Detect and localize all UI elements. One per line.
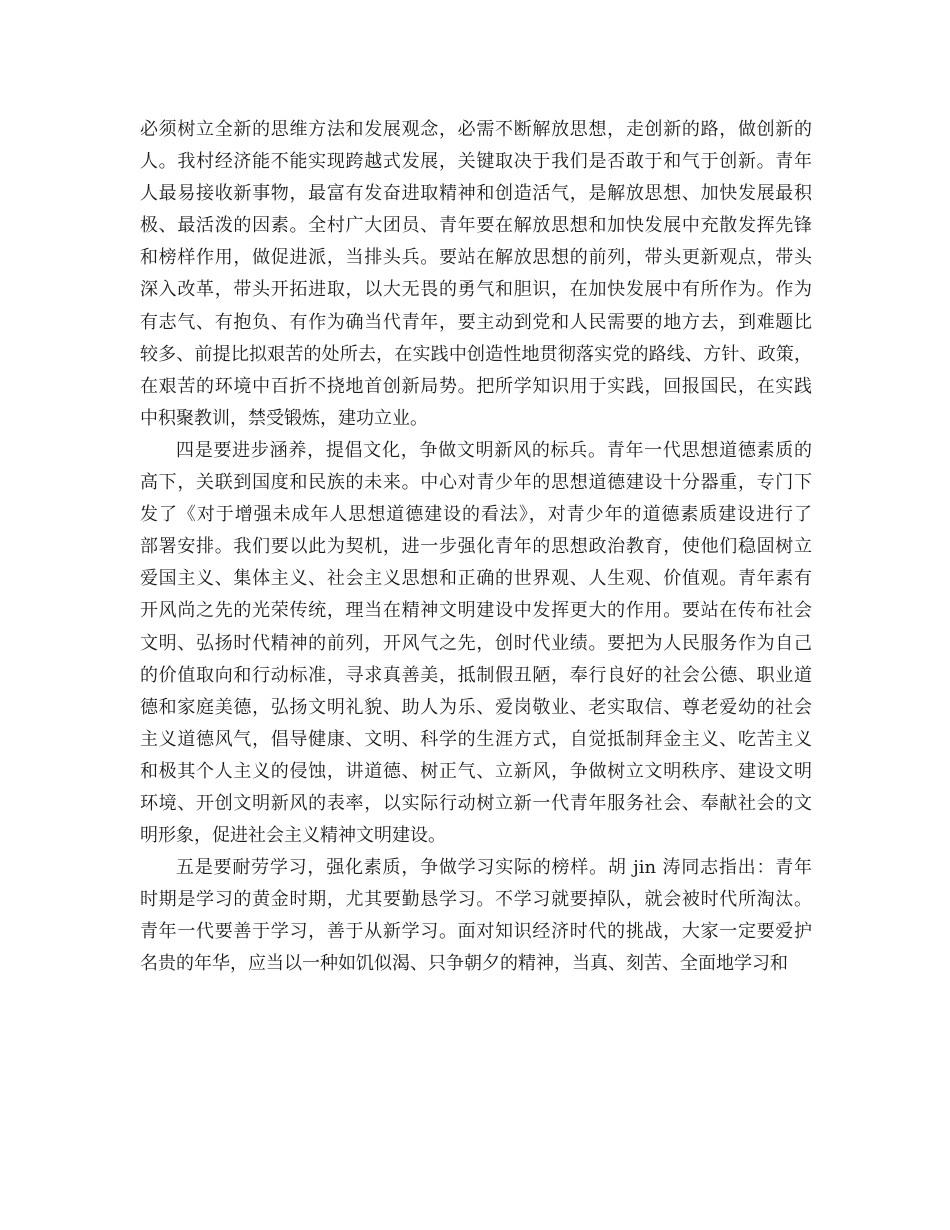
text-line: 在艰苦的环境中百折不挠地首创新局势。把所学知识用于实践，回报国民，在实践 [140, 375, 812, 397]
text-line: 时期是学习的黄金时期，尤其要勤恳学习。不学习就要掉队，就会被时代所淘汰。 [140, 889, 812, 911]
text-line: 发了《对于增强未成年人思想道德建设的看法》，对青少年的道德素质建设进行了 [140, 504, 812, 526]
paragraph [140, 435, 812, 852]
text-line: 的价值取向和行动标准，寻求真善美，抵制假丑陋，奉行良好的社会公德、职业道 [140, 664, 812, 686]
text-line: 和极其个人主义的侵蚀，讲道德、树正气、立新风，争做树立文明秩序、建设文明 [140, 760, 812, 782]
text-line: 中积聚教训，禁受锻炼，建功立业。 [140, 407, 428, 429]
text-line: 较多、前提比拟艰苦的处所去，在实践中创造性地贯彻落实党的路线、方针、政策， [140, 343, 812, 365]
text-line: 人最易接收新事物，最富有发奋进取精神和创造活气，是解放思想、加快发展最积 [140, 183, 812, 205]
text-line: 环境、开创文明新风的表率，以实际行动树立新一代青年服务社会、奉献社会的文 [140, 792, 812, 814]
text-line: 部署安排。我们要以此为契机，进一步强化青年的思想政治教育，使他们稳固树立 [140, 536, 812, 558]
text-line: 和榜样作用，做促进派，当排头兵。要站在解放思想的前列，带头更新观点，带头 [140, 247, 812, 269]
text-line: 德和家庭美德，弘扬文明礼貌、助人为乐、爱岗敬业、老实取信、尊老爱幼的社会 [140, 696, 812, 718]
text-line: 高下，关联到国度和民族的未来。中心对青少年的思想道德建设十分器重，专门下 [140, 472, 812, 494]
text-line: 爱国主义、集体主义、社会主义思想和正确的世界观、人生观、价值观。青年素有 [140, 568, 812, 590]
document-body [140, 114, 812, 981]
text-line: 深入改革，带头开拓进取，以大无畏的勇气和胆识，在加快发展中有所作为。作为 [140, 279, 812, 301]
text-line: 文明、弘扬时代精神的前列，开风气之先，创时代业绩。要把为人民服务作为自己 [140, 632, 812, 654]
text-line: 名贵的年华，应当以一种如饥似渴、只争朝夕的精神，当真、刻苦、全面地学习和 [140, 953, 788, 975]
text-line: 极、最活泼的因素。全村广大团员、青年要在解放思想和加快发展中充散发挥先锋 [140, 215, 812, 237]
text-line: 主义道德风气，倡导健康、文明、科学的生涯方式，自觉抵制拜金主义、吃苦主义 [140, 728, 812, 750]
text-line: 青年一代要善于学习，善于从新学习。面对知识经济时代的挑战，大家一定要爱护 [140, 921, 812, 943]
text-line: 必须树立全新的思维方法和发展观念，必需不断解放思想，走创新的路，做创新的 [140, 119, 812, 140]
paragraph [140, 114, 812, 435]
text-line: 开风尚之先的光荣传统，理当在精神文明建设中发挥更大的作用。要站在传布社会 [140, 600, 812, 622]
text-line: 四是要进步涵养，提倡文化，争做文明新风的标兵。青年一代思想道德素质的 [176, 439, 812, 461]
text-line: 有志气、有抱负、有作为确当代青年，要主动到党和人民需要的地方去，到难题比 [140, 311, 812, 333]
paragraph [140, 852, 812, 980]
text-line: 明形象，促进社会主义精神文明建设。 [140, 825, 446, 847]
text-line: 人。我村经济能不能实现跨越式发展，关键取决于我们是否敢于和气于创新。青年 [140, 151, 812, 173]
text-line: 五是要耐劳学习，强化素质，争做学习实际的榜样。胡 jin 涛同志指出：青年 [176, 857, 812, 879]
